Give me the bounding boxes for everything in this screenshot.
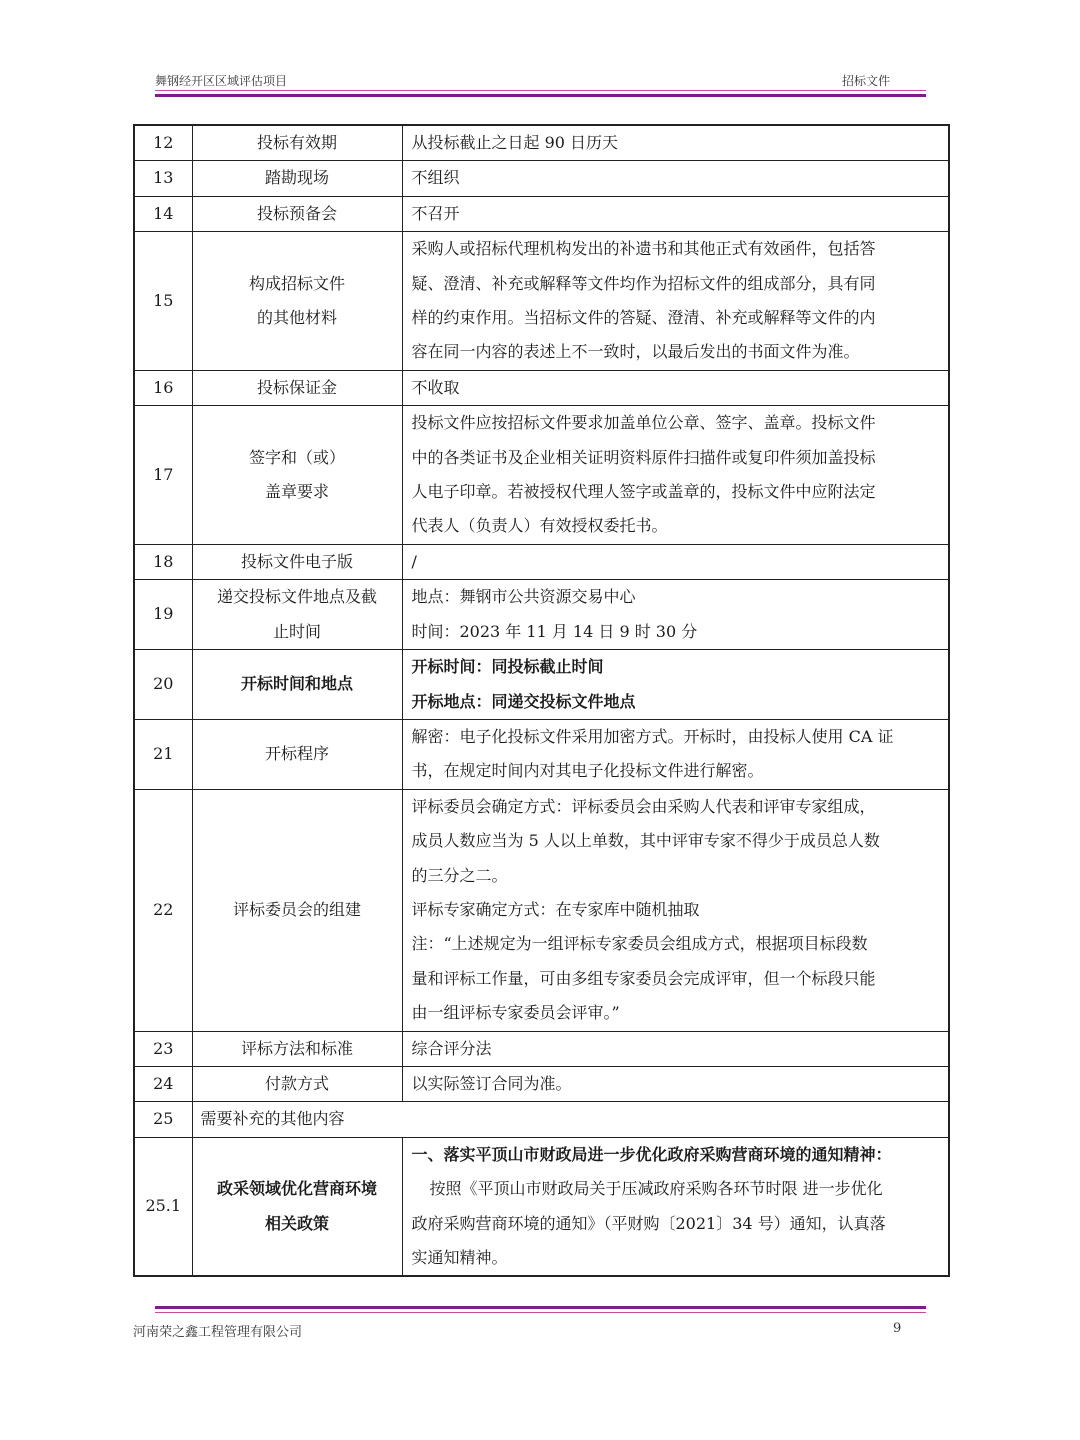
content-line: 书，在规定时间内对其电子化投标文件进行解密。 [411, 761, 764, 781]
header-doc-type: 招标文件 [842, 74, 891, 88]
header-project-title: 舞钢经开区区域评估项目 [155, 74, 288, 88]
table-row [134, 650, 949, 720]
content-line: 开标地点：同递交投标文件地点 [411, 691, 636, 711]
row-number: 20 [134, 650, 192, 720]
content-line: 不召开 [411, 203, 460, 223]
content-line: 按照《平顶山市财政局关于压减政府采购各环节时限 进一步优化 [429, 1179, 883, 1199]
content-line: 评标委员会确定方式：评标委员会由采购人代表和评审专家组成， [411, 796, 876, 816]
row-label: 需要补充的其他内容 [192, 1102, 949, 1137]
content-line: 解密：电子化投标文件采用加密方式。开标时，由投标人使用 CA 证 [411, 726, 894, 746]
row-number: 25 [134, 1102, 192, 1137]
table-row [134, 1137, 949, 1276]
content-line: 政府采购营商环境的通知》（平财购〔2021〕34 号）通知，认真落 [411, 1213, 886, 1233]
row-content [402, 406, 949, 545]
content-line: 疑、澄清、补充或解释等文件均作为招标文件的组成部分，具有同 [411, 273, 876, 293]
row-number: 25.1 [134, 1137, 192, 1276]
row-number: 19 [134, 580, 192, 650]
table-row [134, 1102, 949, 1137]
row-content [402, 580, 949, 650]
row-number: 17 [134, 406, 192, 545]
table-row [134, 1031, 949, 1066]
content-line: 实通知精神。 [411, 1248, 508, 1267]
table-row [134, 196, 949, 231]
row-label [192, 406, 402, 545]
content-line: 投标文件应按招标文件要求加盖单位公章、签字、盖章。投标文件 [411, 413, 876, 433]
content-line: 注：“上述规定为一组评标专家委员会组成方式，根据项目标段数 [411, 934, 868, 954]
content-line: 不收取 [411, 377, 460, 397]
content-line: 一、落实平顶山市财政局进一步优化政府采购营商环境的通知精神： [411, 1144, 892, 1164]
table-row [134, 161, 949, 196]
content-line: 中的各类证书及企业相关证明资料原件扫描件或复印件须加盖投标 [411, 447, 876, 467]
content-line: 评标专家确定方式：在专家库中随机抽取 [411, 899, 700, 919]
footer-rule-thin [155, 1312, 926, 1313]
row-number: 15 [134, 232, 192, 371]
table-row [134, 580, 949, 650]
row-label: 投标有效期 [192, 125, 402, 161]
label-line: 相关政策 [264, 1213, 329, 1233]
content-line: / [411, 551, 417, 571]
row-content [402, 544, 949, 579]
table-row [134, 789, 949, 1031]
table-row [134, 125, 949, 161]
label-line: 的其他材料 [256, 308, 337, 328]
content-line: 以实际签订合同为准。 [411, 1073, 572, 1093]
row-label [192, 232, 402, 371]
row-label: 踏勘现场 [192, 161, 402, 196]
row-label: 投标保证金 [192, 370, 402, 405]
row-label [192, 1137, 402, 1276]
header-rule-thick [155, 94, 926, 97]
content-line: 代表人（负责人）有效授权委托书。 [411, 516, 668, 536]
row-label: 评标委员会的组建 [192, 789, 402, 1031]
row-content [402, 370, 949, 405]
label-line: 盖章要求 [264, 482, 329, 502]
content-line: 人电子印章。若被授权代理人签字或盖章的，投标文件中应附法定 [411, 482, 876, 502]
row-number: 22 [134, 789, 192, 1031]
content-line: 综合评分法 [411, 1038, 492, 1058]
row-number: 16 [134, 370, 192, 405]
table-row [134, 544, 949, 579]
row-content [402, 719, 949, 789]
row-label: 开标时间和地点 [192, 650, 402, 720]
table-row [134, 719, 949, 789]
content-line: 样的约束作用。当招标文件的答疑、澄清、补充或解释等文件的内 [411, 308, 876, 328]
label-line: 签字和（或） [248, 447, 345, 467]
row-label: 付款方式 [192, 1066, 402, 1101]
header-rule-thin [155, 90, 926, 91]
table-row [134, 370, 949, 405]
row-number: 24 [134, 1066, 192, 1101]
table-row [134, 406, 949, 545]
content-line: 由一组评标专家委员会评审。” [411, 1003, 620, 1023]
label-line: 政采领域优化营商环境 [216, 1179, 377, 1199]
row-content [402, 1137, 949, 1276]
content-line: 采购人或招标代理机构发出的补遗书和其他正式有效函件，包括答 [411, 239, 876, 259]
page-number: 9 [893, 1321, 902, 1336]
content-line: 时间：2023 年 11 月 14 日 9 时 30 分 [411, 621, 698, 641]
table-row [134, 232, 949, 371]
label-line: 构成招标文件 [248, 273, 345, 293]
row-number: 23 [134, 1031, 192, 1066]
row-label: 开标程序 [192, 719, 402, 789]
row-content [402, 1066, 949, 1101]
row-content [402, 232, 949, 371]
content-line: 开标时间：同投标截止时间 [411, 657, 604, 677]
bid-data-table [133, 124, 950, 1277]
row-content [402, 650, 949, 720]
row-label: 投标文件电子版 [192, 544, 402, 579]
content-line: 地点：舞钢市公共资源交易中心 [411, 587, 636, 607]
content-line: 量和评标工作量，可由多组专家委员会完成评审，但一个标段只能 [411, 968, 876, 988]
label-line: 止时间 [272, 621, 321, 641]
footer-company: 河南荣之鑫工程管理有限公司 [133, 1325, 303, 1340]
content-line: 不组织 [411, 168, 460, 188]
footer-rule-thick [155, 1306, 926, 1309]
row-content [402, 161, 949, 196]
row-content [402, 125, 949, 161]
content-line: 从投标截止之日起 90 日历天 [411, 133, 619, 152]
row-number: 21 [134, 719, 192, 789]
row-label: 投标预备会 [192, 196, 402, 231]
row-number: 12 [134, 125, 192, 161]
row-label [192, 580, 402, 650]
row-number: 13 [134, 161, 192, 196]
content-line: 的三分之二。 [411, 865, 508, 885]
label-line: 递交投标文件地点及截 [216, 587, 377, 607]
content-line: 容在同一内容的表述上不一致时，以最后发出的书面文件为准。 [411, 342, 860, 362]
row-number: 14 [134, 196, 192, 231]
row-content [402, 196, 949, 231]
row-number: 18 [134, 544, 192, 579]
table-row [134, 1066, 949, 1101]
row-content [402, 789, 949, 1031]
row-content [402, 1031, 949, 1066]
content-line: 成员人数应当为 5 人以上单数，其中评审专家不得少于成员总人数 [411, 831, 880, 851]
row-label: 评标方法和标准 [192, 1031, 402, 1066]
